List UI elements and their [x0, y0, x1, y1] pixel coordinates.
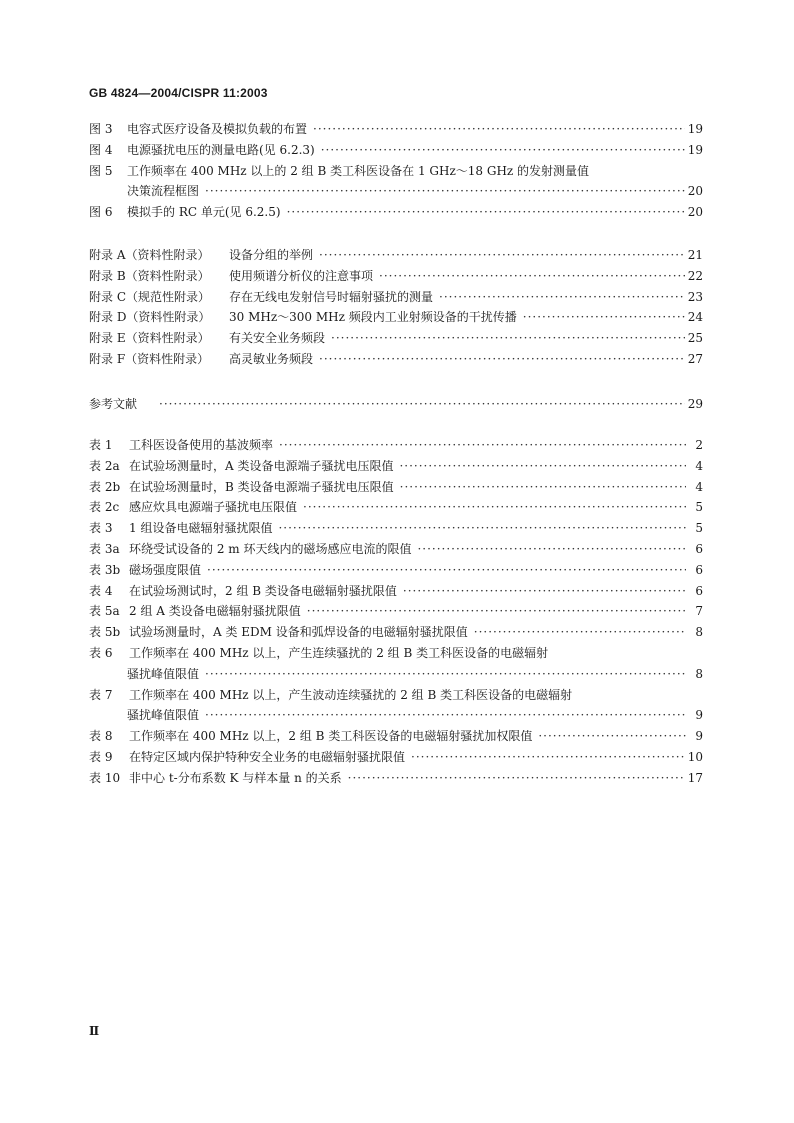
entry-title: 环绕受试设备的 2 m 环天线内的磁场感应电流的限值: [129, 541, 412, 556]
toc-entry-table-2a[interactable]: [89, 456, 703, 477]
toc-entry-appendix-a[interactable]: [89, 245, 703, 266]
entry-page: 20: [687, 184, 703, 199]
entry-label: 表 2c: [89, 500, 120, 515]
entry-page: 9: [695, 729, 703, 744]
dot-leader: [279, 435, 686, 456]
entry-title: 设备分组的举例: [229, 248, 314, 262]
toc-entry-figure-6[interactable]: [89, 202, 703, 223]
entry-title: 有关安全业务频段: [229, 331, 326, 346]
dot-leader: [287, 202, 685, 223]
entry-label: 附录 F（资料性附录）: [89, 351, 210, 366]
entry-label: 表 1: [89, 438, 113, 452]
entry-title: 试验场测量时，A 类 EDM 设备和弧焊设备的电磁辐射骚扰限值: [129, 625, 468, 640]
dot-leader: [307, 601, 686, 622]
entry-title-continued: 决策流程框图: [127, 184, 200, 199]
entry-page: 20: [687, 205, 703, 220]
entry-title: 电容式医疗设备及模拟负载的布置: [127, 122, 308, 136]
entry-title: 非中心 t-分布系数 K 与样本量 n 的关系: [129, 770, 342, 785]
entry-page: 24: [687, 310, 703, 325]
figure-list: [89, 119, 703, 223]
dot-leader: [159, 394, 685, 415]
appendix-list: [89, 245, 703, 370]
dot-leader: [331, 328, 685, 349]
page-number-footer: Ⅱ: [89, 1024, 100, 1038]
toc-entry-table-5a[interactable]: [89, 601, 703, 622]
entry-page: 8: [695, 666, 703, 681]
toc-entry-references[interactable]: [89, 394, 703, 415]
entry-label: 表 7: [89, 687, 113, 702]
dot-leader: [321, 140, 685, 161]
entry-title: 工作频率在 400 MHz 以上，产生连续骚扰的 2 组 B 类工科医设备的电磁辐射: [129, 645, 549, 660]
toc-entry-appendix-d[interactable]: [89, 307, 703, 328]
toc-entry-table-3b[interactable]: [89, 560, 703, 581]
dot-leader: [403, 581, 686, 602]
toc-entry-table-2c[interactable]: [89, 497, 703, 518]
dot-leader: [417, 539, 686, 560]
entry-page: 8: [695, 625, 703, 640]
entry-label: 附录 A（资料性附录）: [89, 248, 210, 262]
entry-title: 30 MHz～300 MHz 频段内工业射频设备的干扰传播: [229, 310, 517, 325]
dot-leader: [207, 560, 686, 581]
entry-label: 表 3a: [89, 541, 120, 556]
entry-title: 存在无线电发射信号时辐射骚扰的测量: [229, 289, 434, 304]
entry-title: 使用频谱分析仪的注意事项: [229, 268, 374, 283]
entry-page: 4: [695, 479, 703, 494]
entry-label: 表 3: [89, 521, 113, 536]
entry-label: 表 3b: [89, 562, 121, 577]
entry-page: 10: [687, 749, 703, 764]
dot-leader: [278, 518, 686, 539]
entry-label: 表 2a: [89, 458, 120, 473]
toc-entry-table-3a[interactable]: [89, 539, 703, 560]
entry-title: 在特定区域内保护特种安全业务的电磁辐射骚扰限值: [129, 749, 406, 764]
entry-page: 6: [695, 562, 703, 577]
entry-title: 在试验场测量时，A 类设备电源端子骚扰电压限值: [129, 458, 394, 473]
toc-entry-table-9[interactable]: [89, 747, 703, 768]
entry-page: 27: [687, 351, 703, 366]
toc-entry-table-10[interactable]: [89, 768, 703, 789]
entry-label: 表 2b: [89, 479, 121, 494]
standard-code-header: GB 4824—2004/CISPR 11:2003: [89, 86, 268, 100]
toc-entry-table-4[interactable]: [89, 581, 703, 602]
dot-leader: [538, 726, 686, 747]
dot-leader: [400, 477, 686, 498]
entry-title: 1 组设备电磁辐射骚扰限值: [129, 521, 273, 536]
dot-leader: [205, 664, 686, 685]
toc-entry-table-1[interactable]: [89, 435, 703, 456]
entry-label: 附录 E（资料性附录）: [89, 331, 210, 346]
entry-page: 5: [695, 500, 703, 515]
entry-page: 22: [687, 268, 703, 283]
entry-title: 工作频率在 400 MHz 以上，2 组 B 类工科医设备的电磁辐射骚扰加权限值: [129, 729, 533, 744]
entry-label: 表 9: [89, 749, 113, 764]
toc-entry-appendix-e[interactable]: [89, 328, 703, 349]
entry-page: 21: [687, 248, 703, 262]
entry-label: 图 6: [89, 205, 113, 220]
entry-title: 工科医设备使用的基波频率: [129, 438, 274, 452]
dot-leader: [205, 705, 686, 726]
entry-page: 6: [695, 541, 703, 556]
toc-entry-table-8[interactable]: [89, 726, 703, 747]
dot-leader: [303, 497, 686, 518]
entry-label: 表 10: [89, 770, 121, 785]
dot-leader: [399, 456, 686, 477]
toc-entry-appendix-c[interactable]: [89, 287, 703, 308]
dot-leader: [411, 747, 685, 768]
entry-label: 图 5: [89, 163, 113, 178]
entry-title: 高灵敏业务频段: [229, 351, 314, 366]
entry-page: 6: [695, 583, 703, 598]
entry-label: 表 5a: [89, 604, 120, 619]
entry-page: 7: [695, 604, 703, 619]
entry-label: 附录 C（规范性附录）: [89, 289, 210, 304]
toc-entry-table-3[interactable]: [89, 518, 703, 539]
toc-entry-figure-4[interactable]: [89, 140, 703, 161]
entry-title-continued: 骚扰峰值限值: [127, 708, 200, 723]
entry-page: 17: [687, 770, 703, 785]
dot-leader: [205, 181, 685, 202]
entry-label: 表 4: [89, 583, 113, 598]
dot-leader: [319, 349, 685, 370]
toc-entry-table-5b[interactable]: [89, 622, 703, 643]
toc-entry-table-2b[interactable]: [89, 477, 703, 498]
entry-title: 2 组 A 类设备电磁辐射骚扰限值: [129, 604, 301, 619]
references-section: [89, 394, 703, 415]
entry-page: 5: [695, 521, 703, 536]
toc-entry-table-7[interactable]: [89, 685, 703, 727]
entry-page: 19: [687, 142, 703, 157]
entry-page: 4: [695, 458, 703, 473]
entry-title: 感应炊具电源端子骚扰电压限值: [129, 500, 298, 515]
toc-entry-appendix-f[interactable]: [89, 349, 703, 370]
entry-page: 2: [695, 438, 703, 452]
toc-entry-table-6[interactable]: [89, 643, 703, 685]
dot-leader: [439, 287, 685, 308]
entry-title: 磁场强度限值: [129, 562, 202, 577]
entry-page: 19: [687, 122, 703, 136]
entry-page: 25: [687, 331, 703, 346]
entry-label: 表 5b: [89, 625, 121, 640]
entry-title: 工作频率在 400 MHz 以上，产生波动连续骚扰的 2 组 B 类工科医设备的电磁辐射: [129, 687, 573, 702]
toc-entry-appendix-b[interactable]: [89, 266, 703, 287]
entry-label: 参考文献: [89, 397, 138, 411]
dot-leader: [348, 768, 685, 789]
entry-label: 表 8: [89, 729, 113, 744]
entry-title: 模拟手的 RC 单元(见 6.2.5): [127, 205, 281, 220]
entry-title-continued: 骚扰峰值限值: [127, 666, 200, 681]
entry-title: 电源骚扰电压的测量电路(见 6.2.3): [127, 142, 315, 157]
entry-label: 附录 B（资料性附录）: [89, 268, 210, 283]
table-list: [89, 435, 703, 789]
dot-leader: [379, 266, 685, 287]
entry-label: 图 4: [89, 142, 113, 157]
dot-leader: [319, 245, 685, 266]
entry-page: 23: [687, 289, 703, 304]
entry-page: 29: [687, 397, 703, 411]
entry-label: 图 3: [89, 122, 113, 136]
toc-entry-figure-5[interactable]: [89, 161, 703, 203]
dot-leader: [523, 307, 685, 328]
dot-leader: [474, 622, 686, 643]
entry-title: 在试验场测量时，B 类设备电源端子骚扰电压限值: [129, 479, 394, 494]
entry-label: 表 6: [89, 645, 113, 660]
entry-label: 附录 D（资料性附录）: [89, 310, 211, 325]
entry-title: 工作频率在 400 MHz 以上的 2 组 B 类工科医设备在 1 GHz～18 GHz 的发射测量值: [127, 163, 590, 178]
dot-leader: [313, 119, 685, 140]
toc-entry-figure-3[interactable]: [89, 119, 703, 140]
entry-page: 9: [695, 708, 703, 723]
entry-title: 在试验场测试时，2 组 B 类设备电磁辐射骚扰限值: [129, 583, 397, 598]
